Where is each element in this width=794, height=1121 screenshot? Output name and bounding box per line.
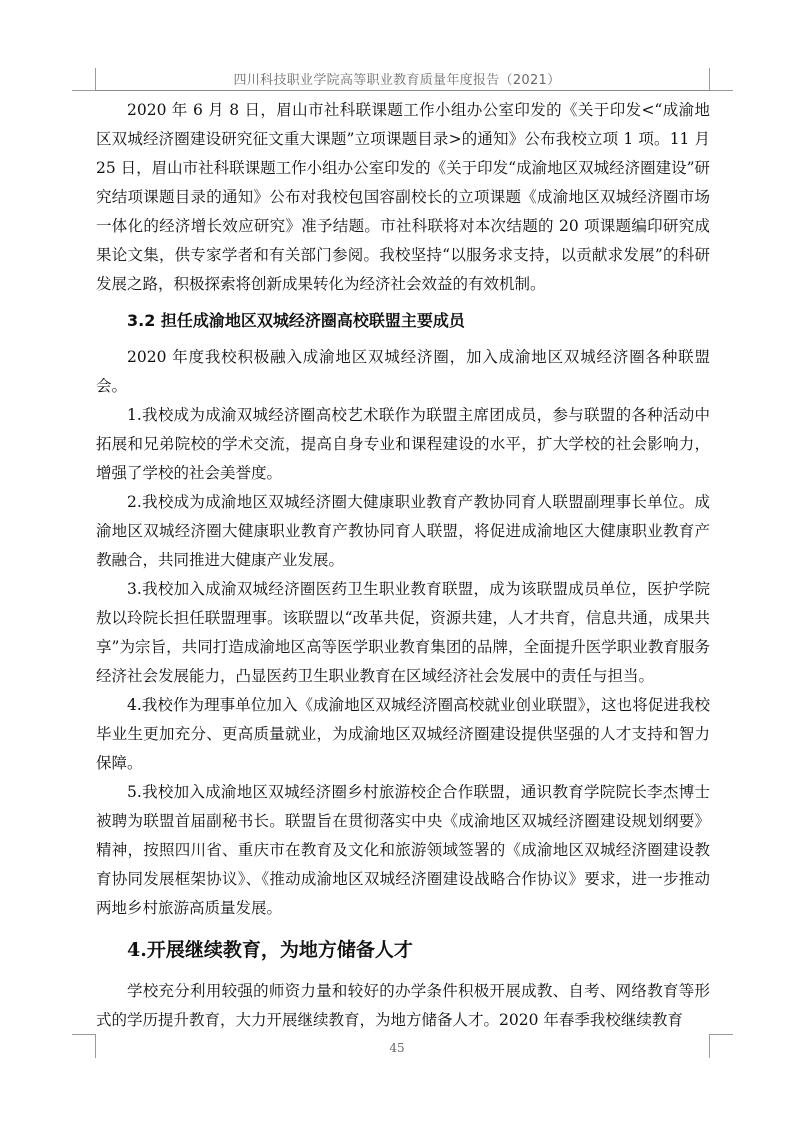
crop-mark-bottom-left-horizontal: [72, 1034, 96, 1035]
page-body: [96, 96, 710, 1035]
paragraph-research-projects: 2020 年 6 月 8 日，眉山市社科联课题工作小组办公室印发的《关于印发<“成渝地区双城经济圈建设研究征文重大课题”立项课题目录>的通知》公布我校立项 1 项。11 月 25 日，眉山市社科联课题工作小组办公室印发的《关于印发“成渝地区双城经济圈建设”研究结项课题目录的通知》公布对我校包国容副校长的立项课题《成渝地区双城经济圈市场一体化的经济增长效应研究》准予结题。市社科联将对本次结题的 20 项课题编印研究成果论文集，供专家学者和有关部门参阅。我校坚持“以服务求支持，以贡献求发展”的科研发展之路，积极探索将创新成果转化为经济社会效益的有效机制。: [96, 101, 711, 293]
paragraph-alliance-item-1: 1.我校成为成渝双城经济圈高校艺术联作为联盟主席团成员，参与联盟的各种活动中拓展和兄弟院校的学术交流，提高自身专业和课程建设的水平，扩大学校的社会影响力，增强了学校的社会美誉度。: [96, 406, 710, 482]
paragraph-alliance-item-5: 5.我校加入成渝地区双城经济圈乡村旅游校企合作联盟，通识教育学院院长李杰博士被聘为联盟首届副秘书长。联盟旨在贯彻落实中央《成渝地区双城经济圈建设规划纲要》精神，按照四川省、重庆市在教育及文化和旅游领域签署的《成渝地区双城经济圈建设教育协同发展框架协议》、《推动成渝地区双城经济圈建设战略合作协议》要求，进一步推动两地乡村旅游高质量发展。: [96, 783, 710, 917]
paragraph-continuing-education: 学校充分利用较强的师资力量和较好的办学条件积极开展成教、自考、网络教育等形式的学历提升教育，大力开展继续教育，为地方储备人才。2020 年春季我校继续教育: [96, 982, 710, 1029]
crop-mark-top-left-horizontal: [72, 90, 96, 91]
section-heading-4: 4.开展继续教育，为地方储备人才: [127, 939, 413, 961]
page-number: 45: [389, 1041, 405, 1055]
header-rule: [96, 90, 710, 91]
paragraph-alliance-intro: 2020 年度我校积极融入成渝地区双城经济圈，加入成渝地区双城经济圈各种联盟会。: [96, 348, 710, 395]
paragraph-alliance-item-3: 3.我校加入成渝双城经济圈医药卫生职业教育联盟，成为该联盟成员单位，医护学院敖以玲院长担任联盟理事。该联盟以“改革共促，资源共建，人才共育，信息共通，成果共享”为宗旨，共同打造成渝地区高等医学职业教育集团的品牌，全面提升医学职业教育服务经济社会发展能力，凸显医药卫生职业教育在区域经济社会发展中的责任与担当。: [96, 580, 710, 685]
section-heading-3-2: 3.2 担任成渝地区双城经济圈高校联盟主要成员: [127, 311, 465, 330]
paragraph-alliance-item-2: 2.我校成为成渝地区双城经济圈大健康职业教育产教协同育人联盟副理事长单位。成渝地区双城经济圈大健康职业教育产教协同育人联盟，将促进成渝地区大健康职业教育产教融合，共同推进大健康产业发展。: [96, 493, 710, 569]
crop-mark-bottom-right-horizontal: [709, 1034, 733, 1035]
crop-mark-top-right-horizontal: [709, 90, 733, 91]
paragraph-alliance-item-4: 4.我校作为理事单位加入《成渝地区双城经济圈高校就业创业联盟》，这也将促进我校毕业生更加充分、更高质量就业，为成渝地区双城经济圈建设提供坚强的人才支持和智力保障。: [96, 696, 710, 772]
page-header-title: 四川科技职业学院高等职业教育质量年度报告（2021）: [233, 73, 561, 88]
